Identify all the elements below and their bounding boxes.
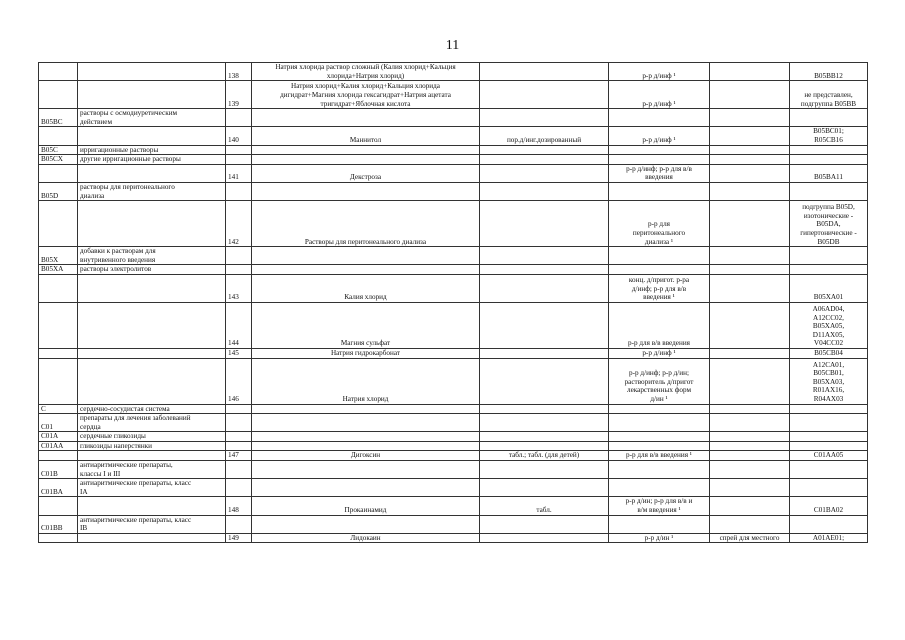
- atc-code-cell: [790, 404, 868, 414]
- administration-form-cell: р-р д/инф; р-р д/ин; растворитель д/пригот лекарственных форм д/ин ¹: [609, 358, 710, 404]
- drug-name-cell: Декстроза: [252, 164, 480, 182]
- table-row: [39, 164, 868, 182]
- row-number-cell: 138: [226, 63, 252, 81]
- table-row: [39, 497, 868, 515]
- table-row: [39, 414, 868, 432]
- atc-code-cell: [790, 515, 868, 533]
- atc-group-code-cell: B05BC: [39, 109, 78, 127]
- table-row: [39, 461, 868, 479]
- row-number-cell: 145: [226, 348, 252, 358]
- row-number-cell: [226, 404, 252, 414]
- atc-code-cell: подгруппа B05D, изотонические - B05DA, гипертонические - B05DB: [790, 201, 868, 247]
- table-row: [39, 247, 868, 265]
- drug-name-cell: [252, 265, 480, 275]
- note-cell: [710, 497, 790, 515]
- administration-form-cell: р-р для в/в введения ¹: [609, 451, 710, 461]
- administration-form-cell: р-р для в/в введения: [609, 302, 710, 348]
- drug-name-cell: [252, 441, 480, 451]
- group-description-cell: [78, 348, 226, 358]
- atc-code-cell: B05CB04: [790, 348, 868, 358]
- administration-form-cell: [609, 432, 710, 442]
- note-cell: [710, 404, 790, 414]
- row-number-cell: 144: [226, 302, 252, 348]
- drug-list-table: [38, 62, 868, 543]
- note-cell: [710, 479, 790, 497]
- table-row: [39, 81, 868, 109]
- group-description-cell: [78, 201, 226, 247]
- administration-form-cell: р-р для перитонеального диализа ¹: [609, 201, 710, 247]
- row-number-cell: [226, 414, 252, 432]
- administration-form-cell: [609, 155, 710, 165]
- note-cell: [710, 63, 790, 81]
- administration-form-cell: [609, 404, 710, 414]
- atc-group-code-cell: B05D: [39, 182, 78, 200]
- drug-name-cell: Натрия хлорид: [252, 358, 480, 404]
- administration-form-cell: [609, 461, 710, 479]
- table-row: [39, 201, 868, 247]
- row-number-cell: 148: [226, 497, 252, 515]
- drug-name-cell: [252, 182, 480, 200]
- atc-group-code-cell: B05C: [39, 145, 78, 155]
- administration-form-cell: р-р д/ин ¹: [609, 533, 710, 543]
- administration-form-cell: [609, 109, 710, 127]
- dosage-form-cell: пор.д/инг.дозированный: [480, 127, 609, 145]
- row-number-cell: [226, 182, 252, 200]
- dosage-form-cell: [480, 164, 609, 182]
- atc-group-code-cell: C01AA: [39, 441, 78, 451]
- atc-code-cell: B05BA11: [790, 164, 868, 182]
- note-cell: спрей для местного: [710, 533, 790, 543]
- dosage-form-cell: [480, 404, 609, 414]
- atc-group-code-cell: C01BA: [39, 479, 78, 497]
- row-number-cell: 147: [226, 451, 252, 461]
- dosage-form-cell: [480, 348, 609, 358]
- row-number-cell: [226, 432, 252, 442]
- note-cell: [710, 414, 790, 432]
- table-row: [39, 348, 868, 358]
- atc-code-cell: [790, 182, 868, 200]
- atc-code-cell: A06AD04, A12CC02, B05XA05, D11AX05, V04CC02: [790, 302, 868, 348]
- atc-group-code-cell: [39, 274, 78, 302]
- dosage-form-cell: [480, 109, 609, 127]
- drug-name-cell: [252, 515, 480, 533]
- drug-name-cell: Растворы для перитонеального диализа: [252, 201, 480, 247]
- atc-group-code-cell: [39, 164, 78, 182]
- row-number-cell: [226, 461, 252, 479]
- table-row: [39, 265, 868, 275]
- atc-code-cell: C01AA05: [790, 451, 868, 461]
- note-cell: [710, 348, 790, 358]
- administration-form-cell: [609, 182, 710, 200]
- drug-name-cell: Магния сульфат: [252, 302, 480, 348]
- administration-form-cell: р-р д/инф; р-р для в/в введения: [609, 164, 710, 182]
- drug-name-cell: Калия хлорид: [252, 274, 480, 302]
- atc-code-cell: B05XA01: [790, 274, 868, 302]
- group-description-cell: [78, 127, 226, 145]
- dosage-form-cell: [480, 155, 609, 165]
- table-row: [39, 441, 868, 451]
- atc-group-code-cell: C01B: [39, 461, 78, 479]
- atc-group-code-cell: C01A: [39, 432, 78, 442]
- group-description-cell: [78, 274, 226, 302]
- note-cell: [710, 302, 790, 348]
- atc-code-cell: B05BC01; R05CB16: [790, 127, 868, 145]
- atc-group-code-cell: [39, 81, 78, 109]
- dosage-form-cell: [480, 247, 609, 265]
- dosage-form-cell: [480, 358, 609, 404]
- atc-group-code-cell: C01BB: [39, 515, 78, 533]
- group-description-cell: растворы с осмодиуретическим действием: [78, 109, 226, 127]
- atc-group-code-cell: [39, 451, 78, 461]
- drug-name-cell: Натрия гидрокарбонат: [252, 348, 480, 358]
- administration-form-cell: р-р д/инф ¹: [609, 127, 710, 145]
- dosage-form-cell: табл.; табл. (для детей): [480, 451, 609, 461]
- administration-form-cell: р-р д/инф ¹: [609, 348, 710, 358]
- dosage-form-cell: [480, 414, 609, 432]
- dosage-form-cell: [480, 201, 609, 247]
- table-row: [39, 182, 868, 200]
- group-description-cell: препараты для лечения заболеваний сердца: [78, 414, 226, 432]
- note-cell: [710, 145, 790, 155]
- administration-form-cell: [609, 265, 710, 275]
- administration-form-cell: [609, 414, 710, 432]
- note-cell: [710, 247, 790, 265]
- atc-code-cell: A01AE01;: [790, 533, 868, 543]
- drug-name-cell: [252, 109, 480, 127]
- table-row: [39, 479, 868, 497]
- administration-form-cell: конц. д/пригот. р-ра д/инф; р-р для в/в введения ¹: [609, 274, 710, 302]
- row-number-cell: [226, 145, 252, 155]
- dosage-form-cell: [480, 274, 609, 302]
- row-number-cell: 139: [226, 81, 252, 109]
- atc-code-cell: [790, 432, 868, 442]
- group-description-cell: [78, 451, 226, 461]
- table-row: [39, 302, 868, 348]
- note-cell: [710, 182, 790, 200]
- row-number-cell: 143: [226, 274, 252, 302]
- administration-form-cell: [609, 145, 710, 155]
- row-number-cell: [226, 265, 252, 275]
- table-row: [39, 155, 868, 165]
- atc-group-code-cell: [39, 358, 78, 404]
- atc-group-code-cell: [39, 302, 78, 348]
- drug-name-cell: [252, 479, 480, 497]
- row-number-cell: 141: [226, 164, 252, 182]
- atc-code-cell: [790, 479, 868, 497]
- drug-name-cell: Дигоксин: [252, 451, 480, 461]
- dosage-form-cell: [480, 441, 609, 451]
- administration-form-cell: р-р д/инф ¹: [609, 63, 710, 81]
- administration-form-cell: р-р д/инф ¹: [609, 81, 710, 109]
- dosage-form-cell: [480, 432, 609, 442]
- group-description-cell: [78, 358, 226, 404]
- row-number-cell: 140: [226, 127, 252, 145]
- note-cell: [710, 109, 790, 127]
- atc-group-code-cell: [39, 533, 78, 543]
- atc-code-cell: B05BB12: [790, 63, 868, 81]
- atc-group-code-cell: [39, 201, 78, 247]
- drug-name-cell: Натрия хлорида раствор сложный (Калия хлорид+Кальция хлорида+Натрия хлорид): [252, 63, 480, 81]
- dosage-form-cell: [480, 302, 609, 348]
- atc-group-code-cell: B05X: [39, 247, 78, 265]
- atc-group-code-cell: [39, 497, 78, 515]
- dosage-form-cell: [480, 63, 609, 81]
- group-description-cell: антиаритмические препараты, классы I и III: [78, 461, 226, 479]
- drug-name-cell: [252, 247, 480, 265]
- table-row: [39, 145, 868, 155]
- drug-name-cell: [252, 432, 480, 442]
- drug-name-cell: [252, 414, 480, 432]
- table-row: [39, 127, 868, 145]
- note-cell: [710, 127, 790, 145]
- note-cell: [710, 274, 790, 302]
- drug-name-cell: [252, 404, 480, 414]
- row-number-cell: 142: [226, 201, 252, 247]
- dosage-form-cell: [480, 515, 609, 533]
- atc-group-code-cell: C: [39, 404, 78, 414]
- atc-group-code-cell: [39, 127, 78, 145]
- administration-form-cell: [609, 247, 710, 265]
- atc-code-cell: [790, 461, 868, 479]
- table-row: [39, 274, 868, 302]
- administration-form-cell: [609, 515, 710, 533]
- table-row: [39, 404, 868, 414]
- group-description-cell: [78, 497, 226, 515]
- dosage-form-cell: [480, 479, 609, 497]
- drug-name-cell: Маннитол: [252, 127, 480, 145]
- group-description-cell: [78, 81, 226, 109]
- group-description-cell: антиаритмические препараты, класс IA: [78, 479, 226, 497]
- row-number-cell: [226, 441, 252, 451]
- atc-code-cell: A12CA01, B05CB01, B05XA03, R01AX16, R04AX03: [790, 358, 868, 404]
- drug-name-cell: [252, 145, 480, 155]
- atc-group-code-cell: [39, 63, 78, 81]
- group-description-cell: другие ирригационные растворы: [78, 155, 226, 165]
- note-cell: [710, 155, 790, 165]
- group-description-cell: ирригационные растворы: [78, 145, 226, 155]
- atc-group-code-cell: B05XA: [39, 265, 78, 275]
- dosage-form-cell: [480, 145, 609, 155]
- group-description-cell: сердечные гликозиды: [78, 432, 226, 442]
- atc-code-cell: [790, 265, 868, 275]
- table-row: [39, 533, 868, 543]
- dosage-form-cell: [480, 533, 609, 543]
- note-cell: [710, 265, 790, 275]
- drug-name-cell: Натрия хлорид+Калия хлорид+Кальция хлорида дигидрат+Магния хлорида гексагидрат+Натрия ацетата тригидрат+Яблочная кислота: [252, 81, 480, 109]
- dosage-form-cell: табл.: [480, 497, 609, 515]
- atc-code-cell: C01BA02: [790, 497, 868, 515]
- administration-form-cell: р-р д/ин; р-р для в/в и в/м введения ¹: [609, 497, 710, 515]
- drug-name-cell: Прокаинамид: [252, 497, 480, 515]
- atc-code-cell: [790, 414, 868, 432]
- administration-form-cell: [609, 441, 710, 451]
- note-cell: [710, 358, 790, 404]
- atc-group-code-cell: C01: [39, 414, 78, 432]
- note-cell: [710, 432, 790, 442]
- table-row: [39, 358, 868, 404]
- atc-code-cell: [790, 441, 868, 451]
- row-number-cell: [226, 109, 252, 127]
- group-description-cell: [78, 63, 226, 81]
- note-cell: [710, 451, 790, 461]
- note-cell: [710, 461, 790, 479]
- table-row: [39, 63, 868, 81]
- group-description-cell: антиаритмические препараты, класс IB: [78, 515, 226, 533]
- dosage-form-cell: [480, 461, 609, 479]
- note-cell: [710, 441, 790, 451]
- table-row: [39, 432, 868, 442]
- group-description-cell: сердечно-сосудистая система: [78, 404, 226, 414]
- atc-code-cell: [790, 145, 868, 155]
- dosage-form-cell: [480, 182, 609, 200]
- note-cell: [710, 81, 790, 109]
- drug-name-cell: [252, 155, 480, 165]
- atc-code-cell: не представлен, подгруппа B05BB: [790, 81, 868, 109]
- row-number-cell: 146: [226, 358, 252, 404]
- row-number-cell: [226, 479, 252, 497]
- drug-name-cell: [252, 461, 480, 479]
- administration-form-cell: [609, 479, 710, 497]
- table-row: [39, 515, 868, 533]
- group-description-cell: [78, 164, 226, 182]
- group-description-cell: растворы электролитов: [78, 265, 226, 275]
- atc-group-code-cell: B05CX: [39, 155, 78, 165]
- atc-code-cell: [790, 155, 868, 165]
- group-description-cell: гликозиды наперстянки: [78, 441, 226, 451]
- row-number-cell: 149: [226, 533, 252, 543]
- page-number: 11: [445, 38, 460, 53]
- row-number-cell: [226, 247, 252, 265]
- group-description-cell: [78, 302, 226, 348]
- note-cell: [710, 515, 790, 533]
- group-description-cell: добавки к растворам для внутривенного введения: [78, 247, 226, 265]
- atc-group-code-cell: [39, 348, 78, 358]
- dosage-form-cell: [480, 265, 609, 275]
- group-description-cell: растворы для перитонеального диализа: [78, 182, 226, 200]
- table-row: [39, 451, 868, 461]
- row-number-cell: [226, 155, 252, 165]
- drug-name-cell: Лидокаин: [252, 533, 480, 543]
- note-cell: [710, 164, 790, 182]
- atc-code-cell: [790, 247, 868, 265]
- dosage-form-cell: [480, 81, 609, 109]
- group-description-cell: [78, 533, 226, 543]
- atc-code-cell: [790, 109, 868, 127]
- note-cell: [710, 201, 790, 247]
- row-number-cell: [226, 515, 252, 533]
- table-row: [39, 109, 868, 127]
- table-body: [39, 63, 868, 543]
